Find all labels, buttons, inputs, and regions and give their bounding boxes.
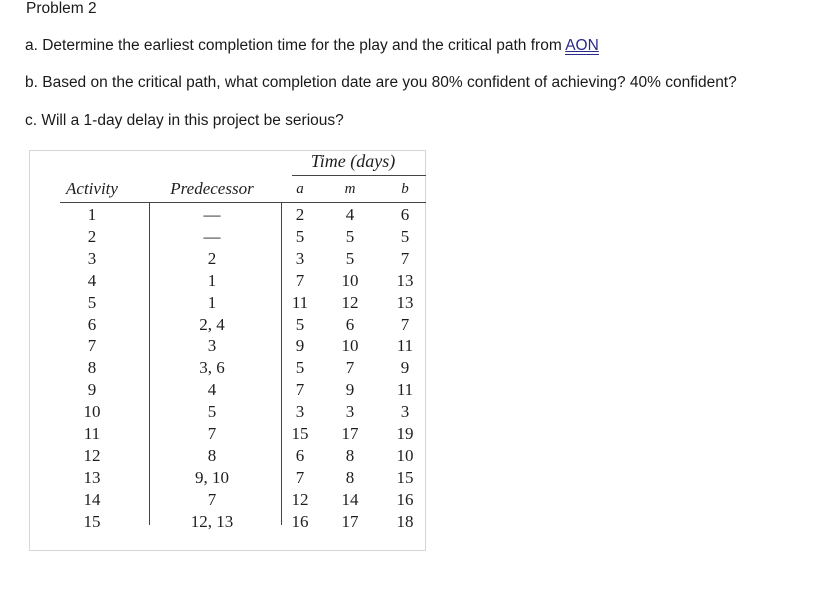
cell-activity: 7 bbox=[87, 336, 97, 356]
header-a: a bbox=[296, 181, 304, 197]
cell-a: 16 bbox=[291, 511, 309, 531]
cell-activity: 12 bbox=[83, 445, 101, 465]
cell-predecessor: 2, 4 bbox=[199, 314, 225, 334]
activity-time-table bbox=[29, 150, 426, 551]
cell-predecessor: 3 bbox=[207, 336, 217, 356]
cell-predecessor: 7 bbox=[207, 424, 217, 443]
cell-a: 3 bbox=[295, 402, 305, 422]
header-rule bbox=[60, 202, 426, 203]
time-days-header: Time (days) bbox=[310, 151, 396, 171]
cell-b: 11 bbox=[396, 336, 414, 356]
cell-m: 8 bbox=[345, 467, 355, 487]
cell-b: 7 bbox=[400, 248, 410, 268]
cell-predecessor: 9, 10 bbox=[195, 467, 229, 487]
cell-b: 9 bbox=[400, 358, 410, 378]
cell-predecessor: 7 bbox=[207, 489, 217, 509]
header-m: m bbox=[344, 181, 356, 197]
cell-activity: 9 bbox=[87, 380, 97, 400]
aon-link[interactable]: AON bbox=[565, 37, 599, 54]
cell-b: 3 bbox=[400, 402, 410, 422]
cell-b: 5 bbox=[400, 226, 410, 246]
cell-predecessor: — bbox=[203, 205, 221, 224]
cell-activity: 10 bbox=[83, 402, 101, 422]
cell-predecessor: 12, 13 bbox=[190, 511, 234, 531]
cell-m: 9 bbox=[345, 380, 355, 400]
cell-activity: 5 bbox=[87, 292, 97, 312]
cell-activity: 3 bbox=[87, 248, 97, 268]
cell-predecessor: 8 bbox=[207, 445, 217, 465]
cell-m: 8 bbox=[345, 445, 355, 465]
cell-activity: 15 bbox=[83, 511, 101, 531]
header-predecessor: Predecessor bbox=[170, 179, 254, 198]
cell-m: 7 bbox=[345, 358, 355, 378]
cell-a: 5 bbox=[295, 358, 305, 378]
cell-b: 10 bbox=[396, 445, 414, 465]
header-b: b bbox=[401, 181, 409, 197]
cell-a: 15 bbox=[291, 424, 309, 443]
cell-b: 15 bbox=[396, 467, 414, 487]
cell-a: 11 bbox=[291, 292, 309, 312]
cell-m: 17 bbox=[341, 511, 359, 531]
cell-m: 17 bbox=[341, 424, 359, 443]
cell-m: 6 bbox=[345, 314, 355, 334]
cell-m: 14 bbox=[341, 489, 359, 509]
cell-b: 13 bbox=[396, 292, 414, 312]
cell-predecessor: 1 bbox=[207, 292, 217, 312]
cell-b: 7 bbox=[400, 314, 410, 334]
cell-predecessor: 4 bbox=[207, 380, 217, 400]
cell-m: 5 bbox=[345, 248, 355, 268]
cell-b: 19 bbox=[396, 424, 414, 443]
cell-predecessor: 1 bbox=[207, 270, 217, 290]
cell-a: 6 bbox=[295, 445, 305, 465]
cell-b: 16 bbox=[396, 489, 414, 509]
cell-a: 12 bbox=[291, 489, 309, 509]
cell-m: 10 bbox=[341, 336, 359, 356]
time-header-rule bbox=[292, 175, 426, 176]
cell-activity: 8 bbox=[87, 358, 97, 378]
cell-a: 2 bbox=[295, 205, 305, 224]
cell-predecessor: — bbox=[203, 226, 221, 246]
cell-b: 11 bbox=[396, 380, 414, 400]
cell-predecessor: 2 bbox=[207, 248, 217, 268]
cell-predecessor: 3, 6 bbox=[199, 358, 225, 378]
question-b: b. Based on the critical path, what completion date are you 80% confident of achieving? 40% confident? bbox=[25, 74, 737, 91]
cell-m: 5 bbox=[345, 226, 355, 246]
cell-b: 13 bbox=[396, 270, 414, 290]
cell-a: 7 bbox=[295, 380, 305, 400]
cell-b: 18 bbox=[396, 511, 414, 531]
problem-title: Problem 2 bbox=[26, 0, 97, 17]
cell-activity: 11 bbox=[83, 424, 101, 443]
cell-a: 7 bbox=[295, 467, 305, 487]
activity-divider bbox=[149, 203, 150, 525]
cell-activity: 14 bbox=[83, 489, 101, 509]
cell-activity: 13 bbox=[83, 467, 101, 487]
cell-b: 6 bbox=[400, 205, 410, 224]
cell-a: 9 bbox=[295, 336, 305, 356]
cell-m: 4 bbox=[345, 205, 355, 224]
cell-activity: 6 bbox=[87, 314, 97, 334]
question-a bbox=[25, 37, 599, 55]
cell-activity: 4 bbox=[87, 270, 97, 290]
cell-predecessor: 5 bbox=[207, 402, 217, 422]
cell-activity: 2 bbox=[87, 226, 97, 246]
cell-m: 10 bbox=[341, 270, 359, 290]
question-c: c. Will a 1-day delay in this project be serious? bbox=[25, 112, 344, 129]
question-a-text: a. Determine the earliest completion time for the play and the critical path from bbox=[25, 37, 566, 54]
cell-a: 3 bbox=[295, 248, 305, 268]
cell-a: 5 bbox=[295, 314, 305, 334]
cell-a: 5 bbox=[295, 226, 305, 246]
cell-m: 12 bbox=[341, 292, 359, 312]
cell-a: 7 bbox=[295, 270, 305, 290]
cell-m: 3 bbox=[345, 402, 355, 422]
cell-activity: 1 bbox=[87, 205, 97, 224]
header-activity: Activity bbox=[66, 179, 118, 198]
